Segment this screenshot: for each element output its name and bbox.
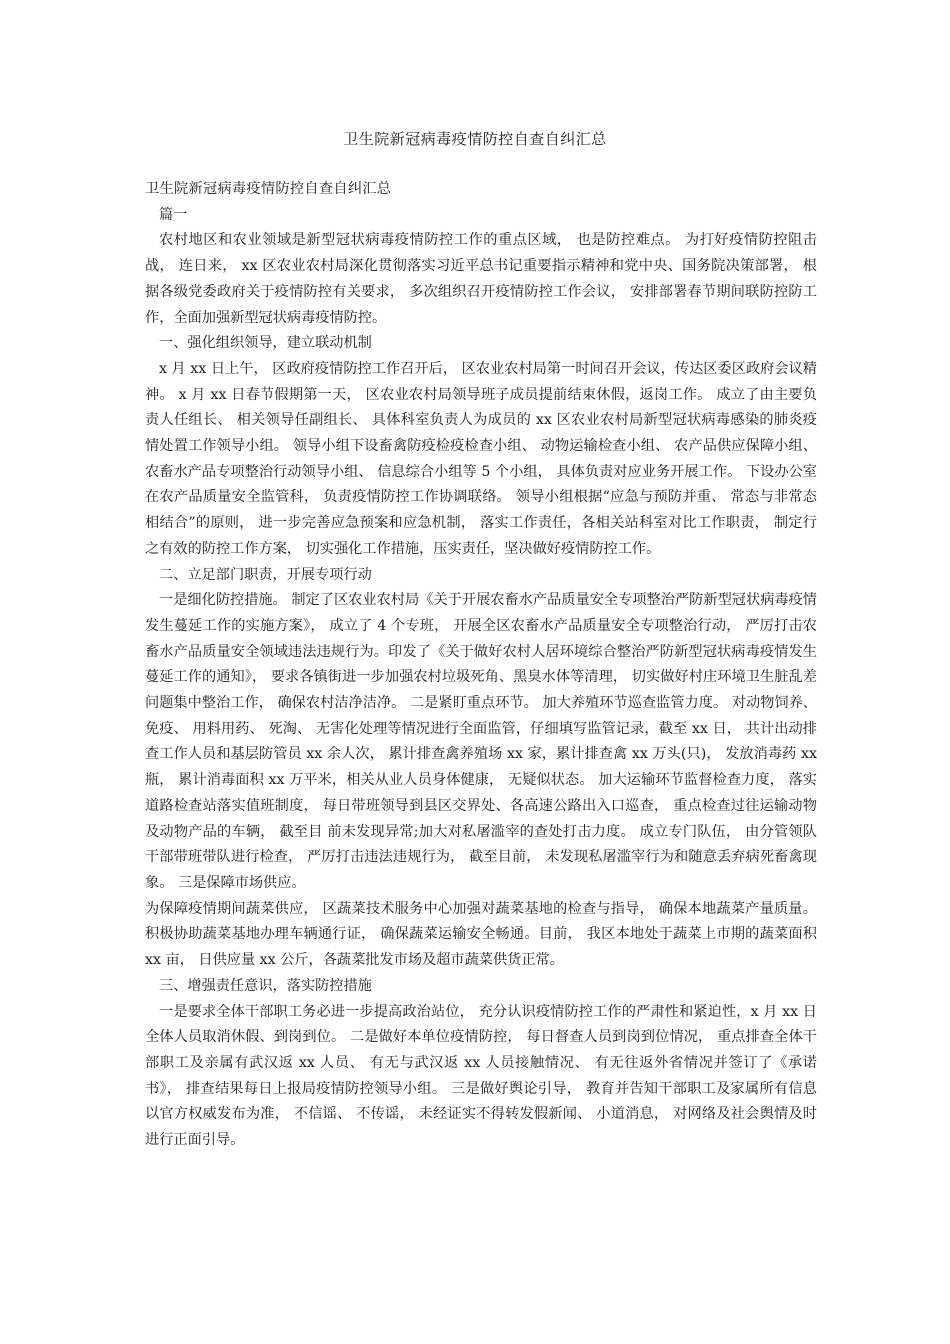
section-heading-1: 一、强化组织领导，建立联动机制 [159,335,372,352]
paragraph-section-2-cont: 为保障疫情期间蔬菜供应， 区蔬菜技术服务中心加强对蔬菜基地的检查与指导， 确保本地蔬菜产量质量。 积极协助蔬菜基地办理车辆通行证， 确保蔬菜运输安全畅通。目前， 我区本地处于蔬菜上市期的蔬菜面积 xx 亩， 日供应量 xx 公斤，各蔬菜批发市场及超市蔬菜供货正常。 [145,900,817,969]
paragraph-section-2: 一是细化防控措施。 制定了区农业农村局《关于开展农畜水产品质量安全专项整治严防新型冠状病毒疫情发生蔓延工作的实施方案》， 成立了 4 个专班， 开展全区农畜水产品质量安全专项整治行动， 严厉打击农畜水产品质量安全领域违法违规行为。印发了《关于做好农村人居环境综合整治严防新型冠状病毒疫情发生蔓延工作的通知》， 要求各镇街进一步加强农村垃圾死角、黑臭水体等清理， 切实做好村庄环境卫生脏乱差问题集中整治工作， 确保农村洁净洁净。 二是紧盯重点环节。 加大养殖环节巡查监管力度。 对动物饲养、 免疫、 用料用药、 死淘、 无害化处理等情况进行全面监管，仔细填写监管记录，截至 xx 日， 共计出动排查工作人员和基层防管员 xx 余人次， 累计排查禽养殖场 xx 家，累计排查禽 xx 万头(只)， 发放消毒药 xx 瓶， 累计消毒面积 xx 万平米，相关从业人员身体健康， 无疑似状态。 加大运输环节监督检查力度， 落实道路检查站落实值班制度， 每日带班领导到县区交界处、各高速公路出入口巡查， 重点检查过往运输动物及动物产品的车辆， 截至目 前未发现异常;加大对私屠滥宰的查处打击力度。 成立专门队伍， 由分管领队干部带班带队进行检查， 严厉打击违法违规行为， 截至目前， 未发现私屠滥宰行为和随意丢弃病死畜禽现象。 三是保障市场供应。 [145,592,817,891]
document-body [145,177,817,1154]
part-label: 篇一 [159,206,188,223]
section-heading-2: 二、立足部门职责，开展专项行动 [159,566,372,583]
paragraph-section-3: 一是要求全体干部职工务必进一步提高政治站位， 充分认识疫情防控工作的严肃性和紧迫性，x 月 xx 日全体人员取消休假、到岗到位。 二是做好本单位疫情防控， 每日督查人员到岗到位情况， 重点排查全体干部职工及亲属有武汉返 xx 人员、 有无与武汉返 xx 人员接触情况、 有无往返外省情况并签订了《承诺书》， 排查结果每日上报局疫情防控领导小组。 三是做好舆论引导， 教育并告知干部职工及家属所有信息以官方权威发布为准， 不信谣、 不传谣， 未经证实不得转发假新闻、 小道消息， 对网络及社会舆情及时进行正面引导。 [145,1003,817,1149]
paragraph-section-1: x 月 xx 日上午， 区政府疫情防控工作召开后， 区农业农村局第一时间召开会议，传达区委区政府会议精神。 x 月 xx 日春节假期第一天， 区农业农村局领导班子成员提前结束休假，返岗工作。 成立了由主要负责人任组长、 相关领导任副组长、 具体科室负责人为成员的 xx 区农业农村局新型冠状病毒感染的肺炎疫情处置工作领导小组。 领导小组下设畜禽防疫检疫检查小组、 动物运输检查小组、 农产品供应保障小组、 农畜水产品专项整治行动领导小组、 信息综合小组等 5 个小组， 具体负责对应业务开展工作。 下设办公室在农产品质量安全监管科， 负责疫情防控工作协调联络。 领导小组根据“应急与预防并重、 常态与非常态相结合”的原则， 进一步完善应急预案和应急机制， 落实工作责任，各相关站科室对比工作职责， 制定行之有效的防控工作方案， 切实强化工作措施，压实责任，坚决做好疫情防控工作。 [145,360,817,557]
section-heading-3: 三、增强责任意识，落实防控措施 [159,977,372,994]
document-subtitle: 卫生院新冠病毒疫情防控自查自纠汇总 [145,181,392,197]
paragraph-intro: 农村地区和农业领域是新型冠状病毒疫情防控工作的重点区域， 也是防控难点。 为打好疫情防控阻击战， 连日来， xx 区农业农村局深化贯彻落实习近平总书记重要指示精神和党中央、国务院决策部署， 根据各级党委政府关于疫情防控有关要求， 多次组织召开疫情防控工作会议， 安排部署春节期间联防控防工作，全面加强新型冠状病毒疫情防控。 [145,232,817,326]
document-title: 卫生院新冠病毒疫情防控自查自纠汇总 [343,130,607,148]
